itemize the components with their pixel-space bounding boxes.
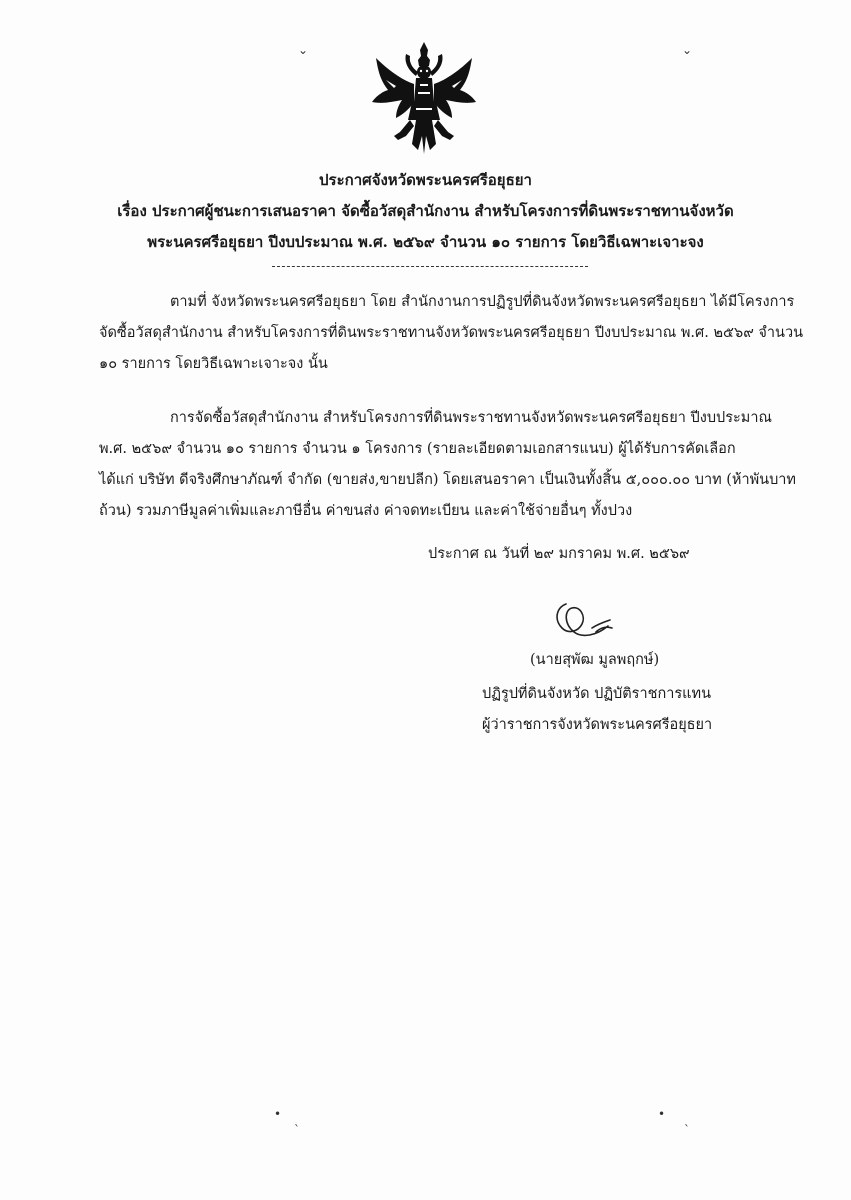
paragraph-2-line-2: พ.ศ. ๒๕๖๙ จำนวน ๑๐ รายการ จำนวน ๑ โครงการ (รายละเอียดตามเอกสารแนบ) ผู้ได้รับการคัดเลือก [99,441,736,457]
announcement-title: ประกาศจังหวัดพระนครศรีอยุธยา [319,171,532,189]
scan-speck: ⌄ [682,43,693,57]
scan-speck: • [274,1107,282,1121]
scan-speck: ⌄ [298,43,309,57]
scan-speck: ` [294,1123,300,1137]
paragraph-1-line-2: จัดซื้อวัสดุสำนักงาน สำหรับโครงการที่ดินพระราชทานจังหวัดพระนครศรีอยุธยา ปีงบประมาณ พ.ศ. ๒๕๖๙ จำนวน [99,325,804,341]
paragraph-1-line-3: ๑๐ รายการ โดยวิธีเฉพาะเจาะจง นั้น [99,356,328,372]
signatory-position-1: ปฏิรูปที่ดินจังหวัด ปฏิบัติราชการแทน [482,686,711,702]
paragraph-2-line-4: ถ้วน) รวมภาษีมูลค่าเพิ่มและภาษีอื่น ค่าขนส่ง ค่าจดทะเบียน และค่าใช้จ่ายอื่นๆ ทั้งปวง [99,503,633,519]
paragraph-1-line-1: ตามที่ จังหวัดพระนครศรีอยุธยา โดย สำนักงานการปฏิรูปที่ดินจังหวัดพระนครศรีอยุธยา ได้มีโครงการ [170,294,795,310]
garuda-emblem-icon [366,40,482,158]
signatory-name: (นายสุพัฒ มูลพฤกษ์) [530,652,660,668]
signatory-position-2: ผู้ว่าราชการจังหวัดพระนครศรีอยุธยา [482,717,713,733]
paragraph-2-line-1: การจัดซื้อวัสดุสำนักงาน สำหรับโครงการที่ดินพระราชทานจังหวัดพระนครศรีอยุธยา ปีงบประมาณ [170,410,772,426]
subject-line-2: พระนครศรีอยุธยา ปีงบประมาณ พ.ศ. ๒๕๖๙ จำนวน ๑๐ รายการ โดยวิธีเฉพาะเจาะจง [147,233,704,251]
scan-speck: • [658,1107,666,1121]
dashed-separator [272,266,588,267]
scan-speck: ` [684,1123,690,1137]
announce-date: ประกาศ ณ วันที่ ๒๙ มกราคม พ.ศ. ๒๕๖๙ [428,546,690,562]
handwritten-signature [552,598,614,642]
subject-line-1: เรื่อง ประกาศผู้ชนะการเสนอราคา จัดซื้อวัสดุสำนักงาน สำหรับโครงการที่ดินพระราชทานจังหวัด [117,202,734,220]
paragraph-2-line-3: ได้แก่ บริษัท ดีจริงศึกษาภัณฑ์ จำกัด (ขายส่ง,ขายปลีก) โดยเสนอราคา เป็นเงินทั้งสิ้น ๕,๐๐๐.๐๐ บาท (ห้าพันบาท [99,472,796,488]
